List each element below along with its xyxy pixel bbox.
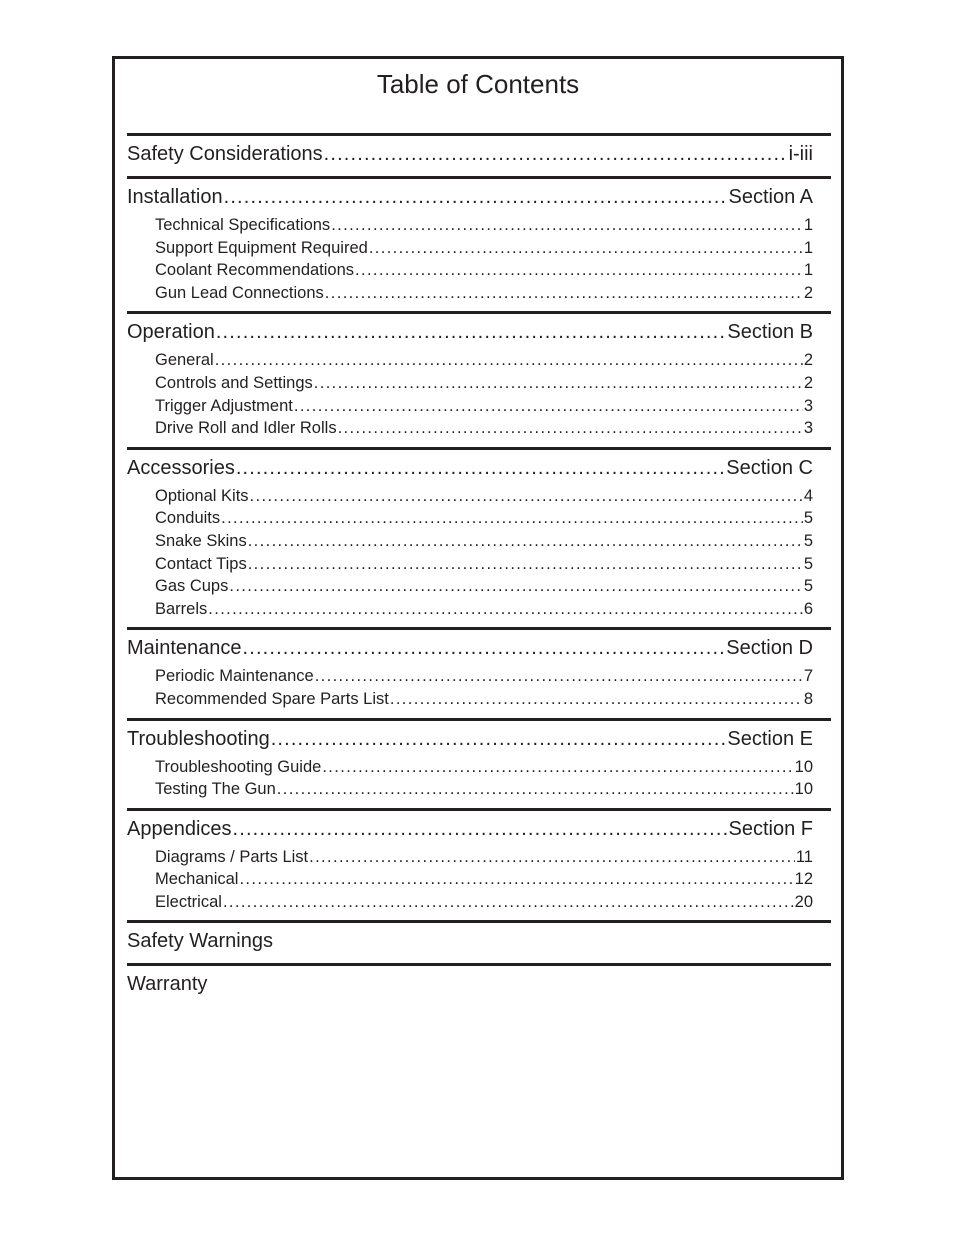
- toc-subsection-label: Drive Roll and Idler Rolls: [155, 419, 337, 438]
- toc-subsection-page: 20: [794, 892, 813, 911]
- toc-section: [127, 808, 831, 921]
- dot-leader: [236, 453, 725, 483]
- toc-subsection-entry[interactable]: [127, 259, 831, 282]
- toc-subsection-entry[interactable]: [127, 530, 831, 553]
- toc-section-label: Maintenance: [127, 637, 242, 660]
- dot-leader: [224, 182, 728, 212]
- toc-section-label: Appendices: [127, 817, 232, 840]
- toc-section-label: Installation: [127, 186, 223, 208]
- toc-subsection-entry[interactable]: [127, 756, 831, 779]
- toc-subsection-page: 5: [803, 509, 813, 528]
- dot-leader: [315, 665, 803, 688]
- toc-section-label: Troubleshooting: [127, 727, 270, 750]
- toc-section-label: Operation: [127, 321, 215, 344]
- toc-section: [127, 133, 831, 176]
- toc-subsection-list: [127, 665, 831, 710]
- toc-section-entry[interactable]: [127, 453, 831, 483]
- toc-subsection-entry[interactable]: [127, 553, 831, 576]
- toc-section-label: Safety Warnings: [127, 930, 273, 953]
- toc-section-label: Accessories: [127, 456, 235, 479]
- toc-subsection-label: Diagrams / Parts List: [155, 847, 309, 866]
- dot-leader: [355, 259, 803, 282]
- toc-subsection-entry[interactable]: [127, 372, 831, 395]
- toc-subsection-entry[interactable]: [127, 891, 831, 914]
- toc-subsection-label: Testing The Gun: [155, 780, 276, 799]
- toc-subsection-label: Coolant Recommendations: [155, 261, 355, 280]
- toc-subsection-page: 12: [794, 870, 813, 889]
- toc-subsection-page: 1: [803, 238, 813, 257]
- toc-subsection-entry[interactable]: [127, 507, 831, 530]
- toc-subsection-entry[interactable]: [127, 598, 831, 621]
- toc-subsection-entry[interactable]: [127, 417, 831, 440]
- toc-section: [127, 176, 831, 311]
- toc-subsection-label: Conduits: [155, 509, 221, 528]
- dot-leader: [325, 282, 803, 305]
- toc-subsection-list: [127, 485, 831, 621]
- dot-leader: [314, 372, 803, 395]
- toc-subsection-entry[interactable]: [127, 688, 831, 711]
- dot-leader: [248, 530, 803, 553]
- toc-subsection-page: 1: [803, 261, 813, 280]
- toc-subsection-label: Snake Skins: [155, 531, 247, 550]
- toc-section-label: Warranty: [127, 973, 208, 996]
- toc-subsection-entry[interactable]: [127, 349, 831, 372]
- toc-section-page: Section E: [727, 727, 813, 750]
- dot-leader: [229, 575, 802, 598]
- toc-subsection-entry[interactable]: [127, 868, 831, 891]
- toc-section-label: Safety Considerations: [127, 143, 323, 165]
- toc-subsection-entry[interactable]: [127, 485, 831, 508]
- dot-leader: [248, 553, 803, 576]
- toc-subsection-label: Controls and Settings: [155, 373, 313, 392]
- toc-section-entry[interactable]: [127, 926, 831, 956]
- toc-section: [127, 963, 831, 1006]
- toc-subsection-list: [127, 214, 831, 304]
- toc-subsection-page: 10: [794, 780, 813, 799]
- toc-subsection-label: Trigger Adjustment: [155, 396, 293, 415]
- toc-section-page: Section F: [728, 817, 813, 840]
- toc-subsection-entry[interactable]: [127, 665, 831, 688]
- toc-subsection-label: Support Equipment Required: [155, 238, 368, 257]
- toc-subsection-page: 1: [803, 216, 813, 234]
- toc-subsection-page: 3: [803, 419, 813, 438]
- dot-leader: [294, 395, 803, 418]
- toc-subsection-entry[interactable]: [127, 214, 831, 237]
- toc-section: [127, 718, 831, 808]
- toc-subsection-list: [127, 846, 831, 914]
- toc-subsection-label: General: [155, 351, 214, 370]
- toc-subsection-label: Electrical: [155, 892, 222, 911]
- toc-section: [127, 447, 831, 628]
- dot-leader: [215, 349, 803, 372]
- page-title: Table of Contents: [376, 69, 580, 99]
- toc-subsection-page: 5: [803, 554, 813, 573]
- toc-subsection-label: Gas Cups: [155, 577, 229, 596]
- toc-section: [127, 311, 831, 446]
- toc-section: [127, 920, 831, 963]
- toc-subsection-page: 11: [795, 847, 813, 866]
- toc-subsection-entry[interactable]: [127, 237, 831, 260]
- toc-section-entry[interactable]: [127, 969, 831, 999]
- dot-leader: [239, 868, 793, 891]
- toc-section-page: Section A: [728, 186, 813, 208]
- toc-section-entry[interactable]: [127, 317, 831, 347]
- toc-subsection-list: [127, 349, 831, 439]
- toc-sections: [127, 133, 831, 1006]
- dot-leader: [309, 846, 795, 869]
- dot-leader: [338, 417, 803, 440]
- toc-subsection-label: Optional Kits: [155, 486, 249, 505]
- dot-leader: [208, 598, 803, 621]
- toc-subsection-label: Recommended Spare Parts List: [155, 689, 389, 708]
- toc-subsection-page: 10: [794, 757, 813, 776]
- dot-leader: [324, 139, 788, 169]
- toc-section-entry[interactable]: [127, 814, 831, 844]
- dot-leader: [271, 724, 727, 754]
- toc-subsection-page: 3: [803, 396, 813, 415]
- toc-subsection-label: Mechanical: [155, 870, 239, 889]
- toc-subsection-page: 2: [803, 283, 813, 302]
- toc-subsection-page: 6: [803, 599, 813, 618]
- toc-subsection-entry[interactable]: [127, 575, 831, 598]
- dot-leader: [223, 891, 794, 914]
- toc-section-page: Section B: [727, 321, 813, 344]
- toc-section-entry[interactable]: [127, 139, 831, 169]
- dot-leader: [322, 756, 793, 779]
- toc-subsection-label: Periodic Maintenance: [155, 667, 314, 686]
- dot-leader: [369, 237, 803, 260]
- toc-subsection-page: 5: [803, 531, 813, 550]
- toc-subsection-entry[interactable]: [127, 395, 831, 418]
- toc-section-entry[interactable]: [127, 182, 831, 212]
- toc-subsection-label: Troubleshooting Guide: [155, 757, 322, 776]
- dot-leader: [216, 317, 727, 347]
- page-frame: [112, 56, 844, 1180]
- toc-subsection-label: Barrels: [155, 599, 208, 618]
- toc-subsection-label: Gun Lead Connections: [155, 283, 324, 302]
- toc-subsection-page: 5: [803, 577, 813, 596]
- toc-subsection-page: 7: [803, 667, 813, 686]
- toc-subsection-page: 8: [803, 689, 813, 708]
- toc-section-page: i-iii: [788, 143, 813, 165]
- toc-subsection-label: Technical Specifications: [155, 216, 331, 234]
- toc-subsection-entry[interactable]: [127, 282, 831, 305]
- toc-section-page: Section D: [726, 637, 813, 660]
- toc-subsection-page: 2: [803, 373, 813, 392]
- toc-section-page: Section C: [726, 456, 813, 479]
- toc-subsection-entry[interactable]: [127, 778, 831, 801]
- dot-leader: [277, 778, 794, 801]
- toc-section-entry[interactable]: [127, 724, 831, 754]
- toc-section: [127, 627, 831, 717]
- dot-leader: [250, 485, 803, 508]
- dot-leader: [243, 633, 726, 663]
- dot-leader: [233, 814, 728, 844]
- toc-subsection-list: [127, 756, 831, 801]
- toc-subsection-label: Contact Tips: [155, 554, 247, 573]
- toc-subsection-page: 4: [803, 486, 813, 505]
- toc-subsection-page: 2: [803, 351, 813, 370]
- dot-leader: [390, 688, 803, 711]
- dot-leader: [221, 507, 803, 530]
- toc-section-entry[interactable]: [127, 633, 831, 663]
- dot-leader: [331, 214, 803, 237]
- toc-subsection-entry[interactable]: [127, 846, 831, 869]
